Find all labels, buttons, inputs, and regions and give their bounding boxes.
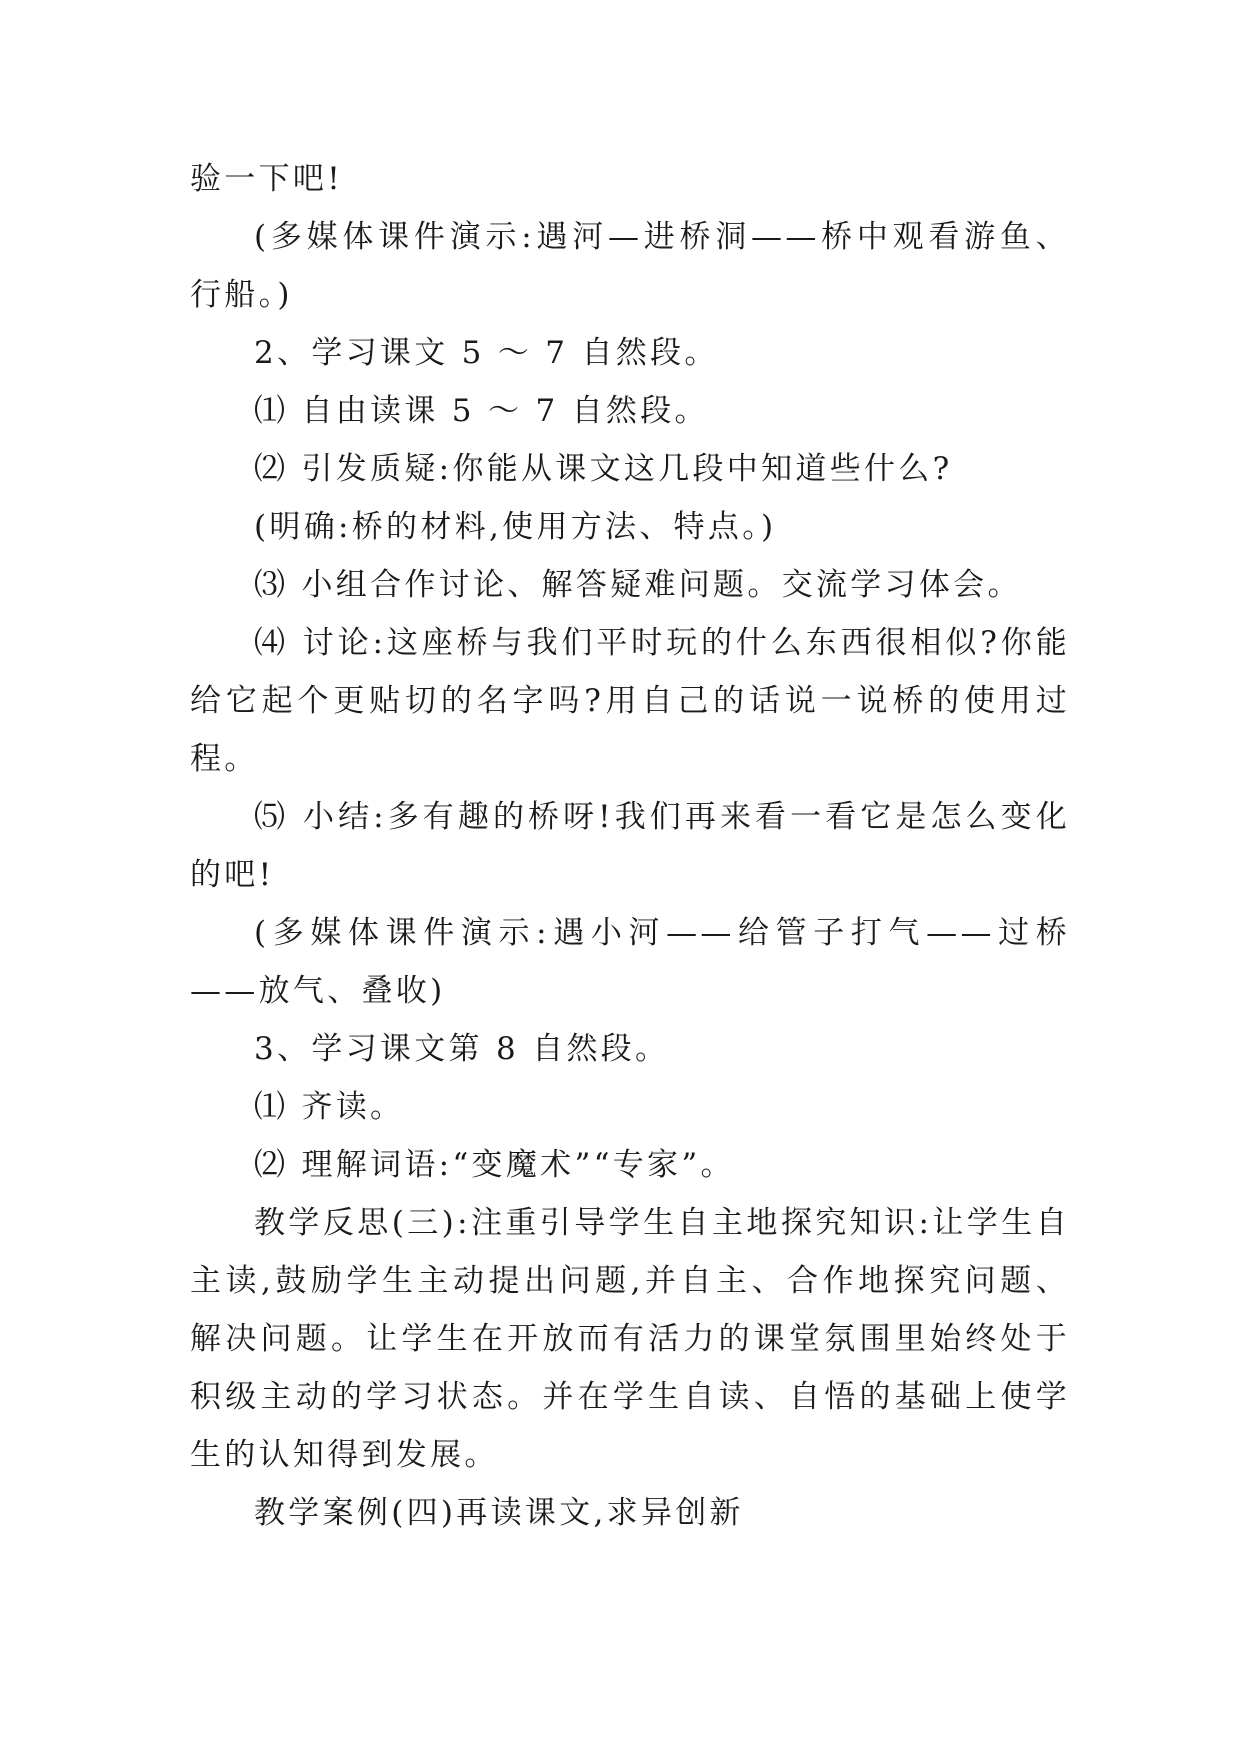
paragraph-5: ⑵ 引发质疑:你能从课文这几段中知道些什么? xyxy=(254,451,953,487)
paragraph-13: ⑵ 理解词语:“变魔术”“专家”。 xyxy=(254,1147,735,1183)
paragraph-15: 教学案例(四)再读课文,求异创新 xyxy=(254,1495,744,1531)
paragraph-2: (多媒体课件演示:遇河—进桥洞——桥中观看游鱼、行船。) xyxy=(190,219,1070,313)
paragraph-14: 教学反思(三):注重引导学生自主地探究知识:让学生自主读,鼓励学生主动提出问题,并自主、合作地探究问题、解决问题。让学生在开放而有活力的课堂氛围里始终处于积级主动的学习状态。并在学生自读、自悟的基础上使学生的认知得到发展。 xyxy=(190,1205,1070,1473)
paragraph-3: 2、学习课文 5 ～ 7 自然段。 xyxy=(254,335,719,371)
document-body xyxy=(190,150,1070,1542)
paragraph-12: ⑴ 齐读。 xyxy=(254,1089,405,1125)
paragraph-7: ⑶ 小组合作讨论、解答疑难问题。交流学习体会。 xyxy=(254,567,1022,603)
paragraph-8: ⑷ 讨论:这座桥与我们平时玩的什么东西很相似?你能给它起个更贴切的名字吗?用自己的话说一说桥的使用过程。 xyxy=(190,625,1070,777)
paragraph-6: (明确:桥的材料,使用方法、特点。) xyxy=(254,509,777,545)
paragraph-11: 3、学习课文第 8 自然段。 xyxy=(254,1031,670,1067)
paragraph-10: (多媒体课件演示:遇小河——给管子打气——过桥——放气、叠收) xyxy=(190,915,1070,1009)
paragraph-1: 验一下吧! xyxy=(190,161,343,197)
paragraph-4: ⑴ 自由读课 5 ～ 7 自然段。 xyxy=(254,393,709,429)
paragraph-9: ⑸ 小结:多有趣的桥呀!我们再来看一看它是怎么变化的吧! xyxy=(190,799,1070,893)
